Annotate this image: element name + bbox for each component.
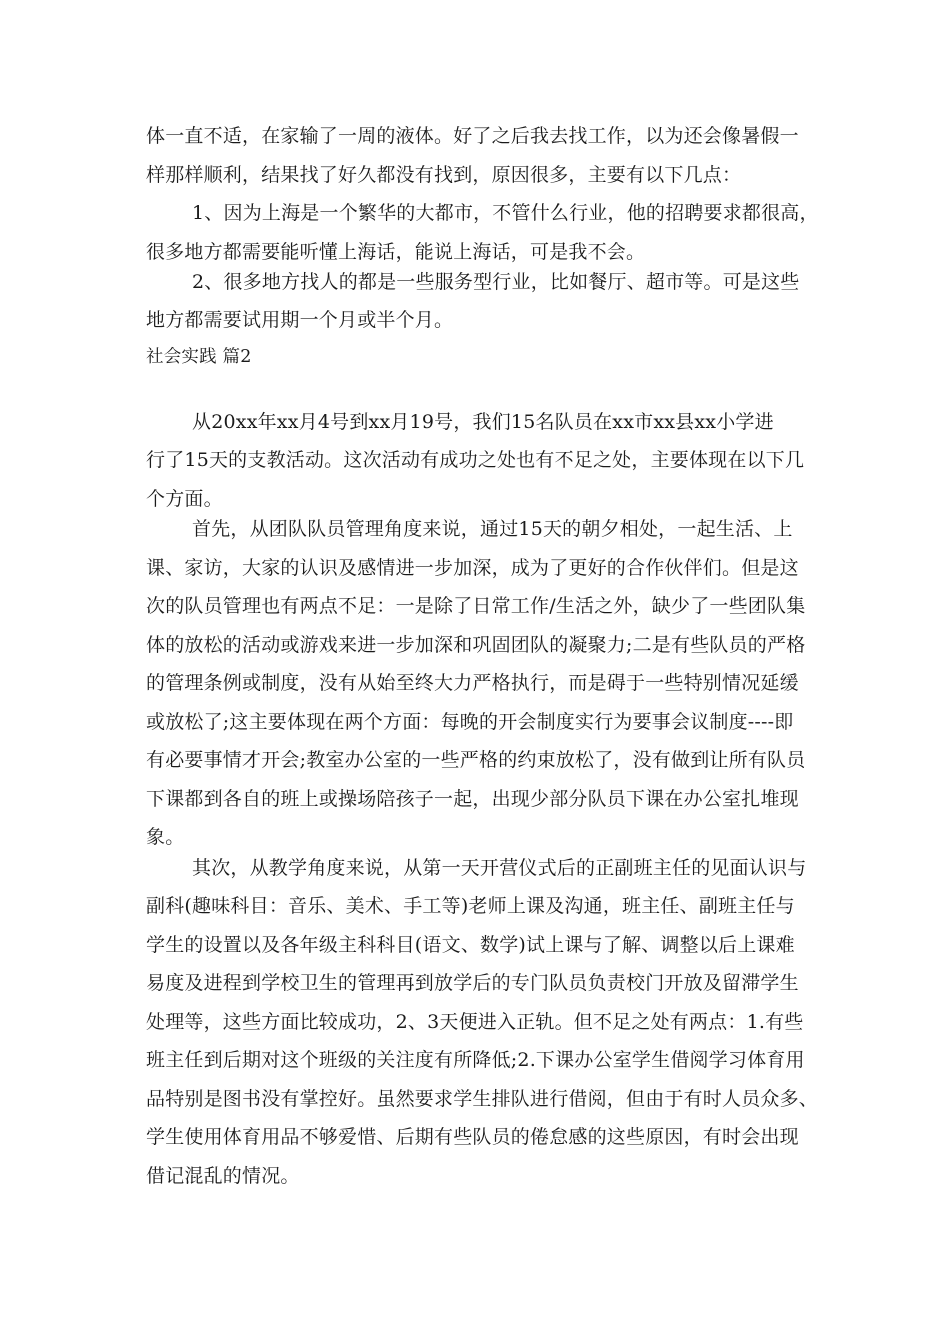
paragraph-line: 易度及进程到学校卫生的管理再到放学后的专门队员负责校门开放及留滞学生 (146, 972, 799, 994)
paragraph-line: 或放松了;这主要体现在两个方面：每晚的开会制度实行为要事会议制度----即 (146, 711, 794, 733)
paragraph-line: 班主任到后期对这个班级的关注度有所降低;2.下课办公室学生借阅学习体育用 (146, 1049, 805, 1071)
paragraph-line: 学生的设置以及各年级主科科目(语文、数学)试上课与了解、调整以后上课难 (146, 934, 795, 956)
paragraph-line: 副科(趣味科目：音乐、美术、手工等)老师上课及沟通，班主任、副班主任与 (146, 895, 795, 917)
paragraph-line: 行了15天的支教活动。这次活动有成功之处也有不足之处，主要体现在以下几 (146, 449, 805, 471)
paragraph-line: 样那样顺利，结果找了好久都没有找到，原因很多，主要有以下几点： (146, 164, 742, 186)
paragraph-line: 次的队员管理也有两点不足：一是除了日常工作/生活之外，缺少了一些团队集 (146, 595, 806, 617)
paragraph-line: 学生使用体育用品不够爱惜、后期有些队员的倦怠感的这些原因，有时会出现 (146, 1126, 799, 1148)
paragraph-line: 体的放松的活动或游戏来进一步加深和巩固团队的凝聚力;二是有些队员的严格 (146, 634, 806, 656)
paragraph-line: 借记混乱的情况。 (146, 1165, 300, 1187)
list-item-line: 2、很多地方找人的都是一些服务型行业，比如餐厅、超市等。可是这些 (192, 271, 800, 293)
paragraph-line: 其次，从教学角度来说，从第一天开营仪式后的正副班主任的见面认识与 (192, 857, 807, 879)
paragraph-line: 从20xx年xx月4号到xx月19号，我们15名队员在xx市xx县xx小学进 (192, 411, 774, 433)
paragraph-line: 下课都到各自的班上或操场陪孩子一起，出现少部分队员下课在办公室扎堆现 (146, 788, 799, 810)
paragraph-line: 课、家访，大家的认识及感情进一步加深，成为了更好的合作伙伴们。但是这 (146, 557, 799, 579)
paragraph-line: 体一直不适，在家输了一周的液体。好了之后我去找工作，以为还会像暑假一 (146, 125, 799, 147)
paragraph-line: 处理等，这些方面比较成功，2、3天便进入正轨。但不足之处有两点：1.有些 (146, 1011, 804, 1033)
paragraph-line: 品特别是图书没有掌控好。虽然要求学生排队进行借阅，但由于有时人员众多、 (146, 1088, 819, 1110)
list-item-line: 1、因为上海是一个繁华的大都市，不管什么行业，他的招聘要求都很高， (192, 202, 819, 224)
paragraph-line: 个方面。 (146, 488, 223, 510)
paragraph-line: 的管理条例或制度，没有从始至终大力严格执行，而是碍于一些特别情况延缓 (146, 672, 799, 694)
list-item-line: 很多地方都需要能听懂上海话，能说上海话，可是我不会。 (146, 241, 646, 263)
list-item-line: 地方都需要试用期一个月或半个月。 (146, 309, 454, 331)
paragraph-line: 有必要事情才开会;教室办公室的一些严格的约束放松了，没有做到让所有队员 (146, 749, 806, 771)
section-heading: 社会实践 篇2 (146, 347, 252, 367)
paragraph-line: 象。 (146, 826, 185, 848)
paragraph-line: 首先，从团队队员管理角度来说，通过15天的朝夕相处，一起生活、上 (192, 518, 793, 540)
